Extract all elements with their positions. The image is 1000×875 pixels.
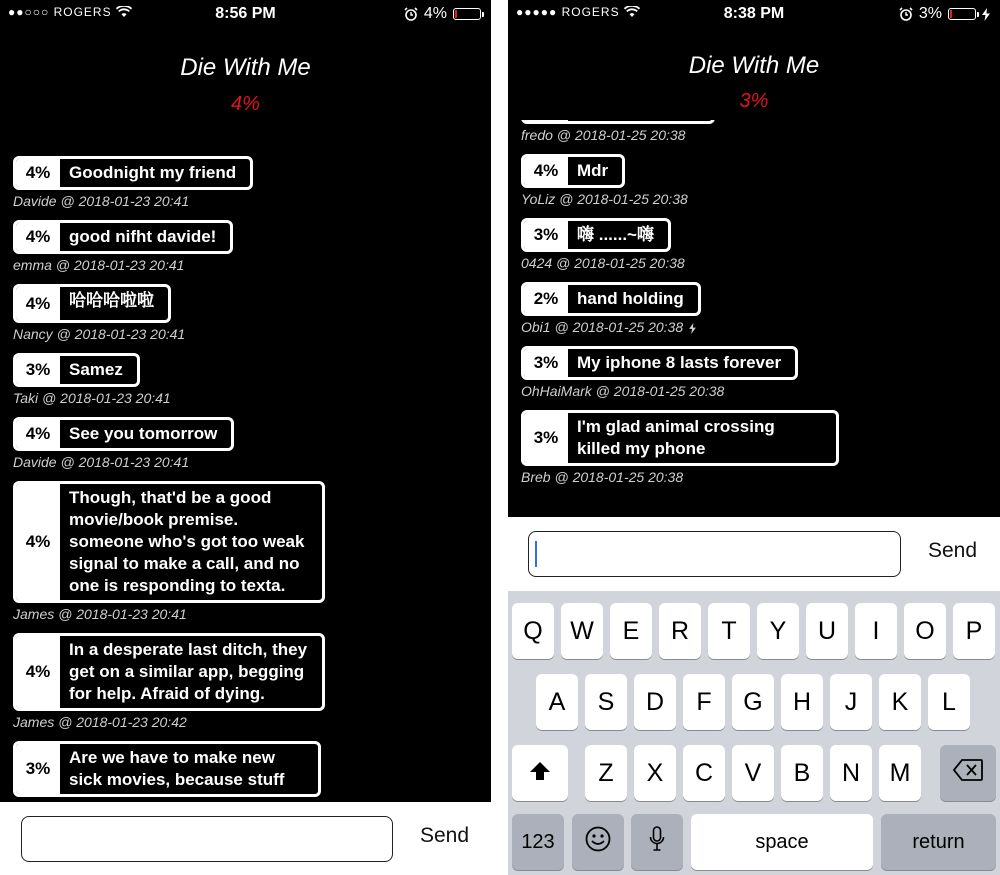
list-item <box>521 346 1000 400</box>
battery-level: 2% <box>524 285 568 313</box>
app-battery-level: 4% <box>231 93 260 115</box>
return-key[interactable]: return <box>881 814 996 870</box>
message-text: My iphone 8 lasts forever <box>577 353 782 372</box>
key-i[interactable]: I <box>855 603 897 659</box>
message-meta-text: Obi1 @ 2018-01-25 20:38 <box>521 319 684 335</box>
list-item <box>13 156 491 210</box>
app-battery-level: 3% <box>739 90 769 112</box>
message-bubble <box>13 284 171 323</box>
message-text: Are we have to make new sick movies, because stuff <box>69 748 285 789</box>
alarm-icon <box>404 7 418 21</box>
message-text: I'm glad animal crossing killed my phone <box>577 417 775 458</box>
battery-icon <box>948 8 976 20</box>
list-item <box>521 410 1000 486</box>
message-meta: Nancy @ 2018-01-23 20:41 <box>13 326 186 342</box>
chat-list[interactable] <box>508 120 1000 517</box>
message-text: good nifht davide! <box>69 227 217 246</box>
key-a[interactable]: A <box>536 674 578 730</box>
key-b[interactable]: B <box>781 745 823 801</box>
key-c[interactable]: C <box>683 745 725 801</box>
key-m[interactable]: M <box>879 745 921 801</box>
list-item <box>13 353 491 407</box>
battery-level: 4% <box>16 636 60 708</box>
app-title: Die With Me <box>180 54 311 81</box>
status-time: 8:38 PM <box>723 5 785 22</box>
carrier-signal: ●●●●● ROGERS <box>516 5 620 19</box>
message-bubble <box>13 633 325 711</box>
chat-list[interactable] <box>0 156 491 802</box>
key-g[interactable]: G <box>732 674 774 730</box>
key-q[interactable]: Q <box>512 603 554 659</box>
key-s[interactable]: S <box>585 674 627 730</box>
backspace-icon <box>953 759 983 788</box>
message-text: Goodnight my friend <box>69 163 237 182</box>
list-item <box>521 154 1000 208</box>
message-meta: James @ 2018-01-23 20:42 <box>13 714 187 730</box>
key-h[interactable]: H <box>781 674 823 730</box>
text-caret <box>535 541 537 567</box>
message-text: 哈哈哈啦啦 <box>69 291 154 310</box>
message-bubble <box>521 218 671 252</box>
shift-key[interactable] <box>512 745 568 801</box>
send-button[interactable]: Send <box>420 824 470 847</box>
message-bubble <box>13 417 234 451</box>
message-bubble-partial <box>521 120 715 124</box>
battery-level: 3% <box>524 413 568 463</box>
message-text: In a desperate last ditch, they get on a similar app, begging for help. Afraid of dying. <box>69 640 308 703</box>
message-text: Mdr <box>577 161 609 180</box>
battery-level: 3% <box>16 744 60 794</box>
list-item <box>13 284 491 343</box>
message-bubble <box>521 346 798 380</box>
message-meta: Breb @ 2018-01-25 20:38 <box>521 469 684 485</box>
message-text: See you tomorrow <box>69 424 218 443</box>
left-phone-screen <box>0 0 491 875</box>
battery-level: 4% <box>524 157 568 185</box>
message-text: Samez <box>69 360 123 379</box>
list-item <box>13 741 491 797</box>
key-r[interactable]: R <box>659 603 701 659</box>
key-t[interactable]: T <box>708 603 750 659</box>
space-key[interactable]: space <box>691 814 873 870</box>
dictation-key[interactable] <box>631 814 683 870</box>
message-meta: YoLiz @ 2018-01-25 20:38 <box>521 191 688 207</box>
numbers-key[interactable]: 123 <box>512 814 564 870</box>
message-bubble <box>521 282 701 316</box>
battery-level: 3% <box>524 349 568 377</box>
key-e[interactable]: E <box>610 603 652 659</box>
key-w[interactable]: W <box>561 603 603 659</box>
battery-level: 4% <box>16 420 60 448</box>
backspace-key[interactable] <box>940 745 996 801</box>
battery-level: 4% <box>16 287 60 320</box>
list-item <box>13 220 491 274</box>
compose-bar <box>0 802 491 875</box>
message-bubble <box>13 220 233 254</box>
key-x[interactable]: X <box>634 745 676 801</box>
key-j[interactable]: J <box>830 674 872 730</box>
message-meta: fredo @ 2018-01-25 20:38 <box>521 127 686 143</box>
message-bubble <box>521 154 625 188</box>
message-meta: emma @ 2018-01-23 20:41 <box>13 257 185 273</box>
message-text: 嗨 ......~嗨 <box>577 225 654 244</box>
list-item <box>13 633 491 731</box>
battery-icon <box>453 8 481 20</box>
message-bubble <box>13 481 325 603</box>
battery-level: 4% <box>16 159 60 187</box>
emoji-icon <box>585 826 611 859</box>
message-meta <box>521 318 1000 336</box>
shift-arrow-icon <box>529 759 551 788</box>
list-item <box>13 481 491 623</box>
compose-bar <box>508 517 1000 591</box>
list-item <box>521 218 1000 272</box>
battery-level: 3% <box>524 221 568 249</box>
message-text: hand holding <box>577 289 684 308</box>
key-o[interactable]: O <box>904 603 946 659</box>
battery-level: 3% <box>16 356 60 384</box>
emoji-key[interactable] <box>572 814 624 870</box>
send-button[interactable]: Send <box>928 539 978 562</box>
battery-percent: 4% <box>423 5 447 22</box>
keyboard <box>508 591 1000 875</box>
message-meta: Davide @ 2018-01-23 20:41 <box>13 193 190 209</box>
key-p[interactable]: P <box>953 603 995 659</box>
right-phone-screen <box>508 0 1000 875</box>
key-v[interactable]: V <box>732 745 774 801</box>
battery-level: 4% <box>16 484 60 600</box>
list-item <box>13 417 491 471</box>
status-bar <box>0 0 491 28</box>
charging-bolt-icon <box>982 8 990 21</box>
charging-bolt-icon <box>689 323 696 334</box>
message-meta: James @ 2018-01-23 20:41 <box>13 606 187 622</box>
message-bubble <box>521 410 839 466</box>
key-u[interactable]: U <box>806 603 848 659</box>
microphone-icon <box>649 826 665 859</box>
key-d[interactable]: D <box>634 674 676 730</box>
battery-level: 4% <box>16 223 60 251</box>
message-meta: OhHaiMark @ 2018-01-25 20:38 <box>521 383 725 399</box>
message-bubble <box>13 353 140 387</box>
message-meta: 0424 @ 2018-01-25 20:38 <box>521 255 685 271</box>
key-z[interactable]: Z <box>585 745 627 801</box>
alarm-icon <box>899 7 913 21</box>
message-meta: Davide @ 2018-01-23 20:41 <box>13 454 190 470</box>
key-f[interactable]: F <box>683 674 725 730</box>
message-bubble <box>13 156 253 190</box>
message-input[interactable] <box>528 531 901 577</box>
carrier-signal: ●●○○○ ROGERS <box>8 5 112 19</box>
message-text: Though, that'd be a good movie/book premise. someone who's got too weak signal to make a call, and no one is responding to texta. <box>69 488 305 595</box>
key-y[interactable]: Y <box>757 603 799 659</box>
status-bar <box>508 0 1000 28</box>
status-time: 8:56 PM <box>215 5 276 22</box>
message-input[interactable] <box>21 816 393 862</box>
key-k[interactable]: K <box>879 674 921 730</box>
list-item <box>521 282 1000 336</box>
app-title: Die With Me <box>688 52 820 79</box>
message-meta: Taki @ 2018-01-23 20:41 <box>13 390 171 406</box>
message-bubble <box>13 741 321 797</box>
key-l[interactable]: L <box>928 674 970 730</box>
key-n[interactable]: N <box>830 745 872 801</box>
battery-percent: 3% <box>918 5 942 22</box>
